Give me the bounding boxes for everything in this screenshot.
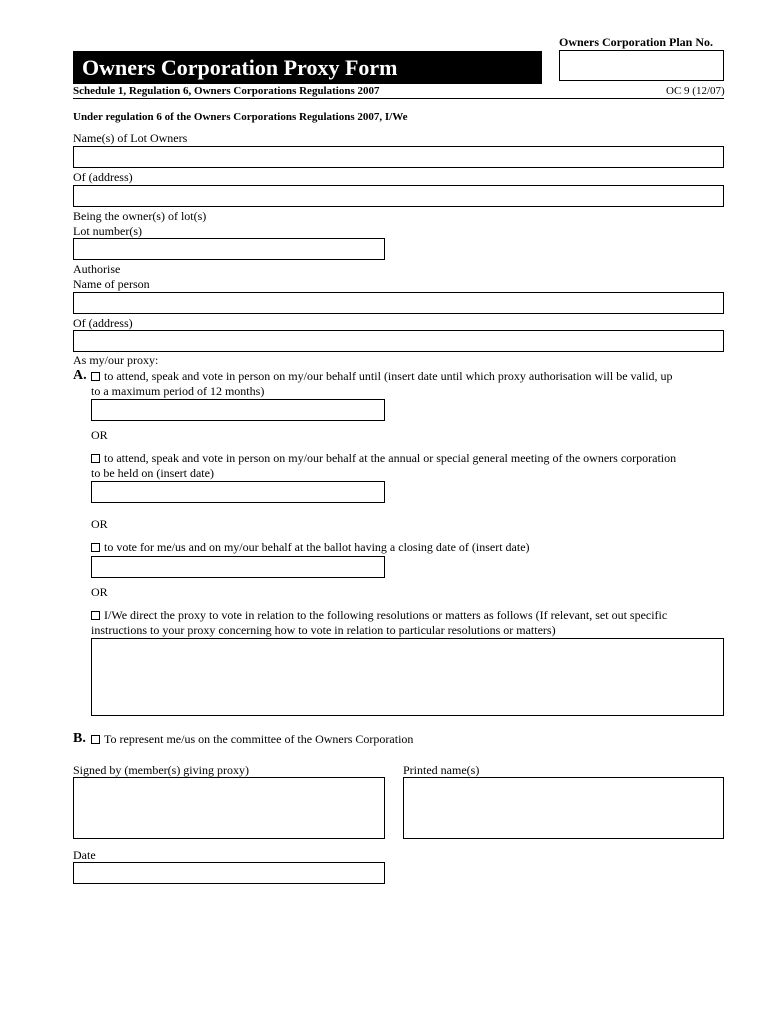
person-name-label: Name of person [73, 277, 150, 291]
or-separator-3: OR [91, 585, 108, 599]
form-title-bar [73, 51, 542, 84]
option-directions-text-line2: instructions to your proxy concerning how to vote in relation to particular resolutions or matters) [91, 623, 556, 637]
person-address-label: Of (address) [73, 316, 133, 330]
lot-owners-field[interactable] [73, 146, 724, 168]
plan-number-label: Owners Corporation Plan No. [559, 35, 713, 49]
until-date-field[interactable] [91, 399, 385, 421]
date-label: Date [73, 848, 96, 862]
meeting-date-field[interactable] [91, 481, 385, 503]
or-separator-1: OR [91, 428, 108, 442]
form-code: OC 9 (12/07) [666, 85, 725, 97]
intro-text: Under regulation 6 of the Owners Corporations Regulations 2007, I/We [73, 111, 408, 123]
form-title: Owners Corporation Proxy Form [82, 55, 398, 80]
date-field[interactable] [73, 862, 385, 884]
directions-field[interactable] [91, 638, 724, 716]
option-until-date-text-line2: to a maximum period of 12 months) [91, 384, 265, 398]
option-committee [91, 732, 731, 747]
option-meeting [91, 451, 731, 481]
lot-numbers-label: Lot number(s) [73, 224, 142, 238]
as-proxy-label: As my/our proxy: [73, 353, 159, 367]
person-address-field[interactable] [73, 330, 724, 352]
option-ballot [91, 540, 731, 555]
section-a-letter: A. [73, 368, 87, 383]
option-ballot-text: to vote for me/us and on my/our behalf at the ballot having a closing date of (insert date) [104, 540, 530, 554]
printed-name-field[interactable] [403, 777, 724, 839]
owner-address-field[interactable] [73, 185, 724, 207]
person-name-field[interactable] [73, 292, 724, 314]
option-until-date [91, 369, 731, 399]
ballot-date-field[interactable] [91, 556, 385, 578]
being-owner-label: Being the owner(s) of lot(s) [73, 209, 207, 223]
option-until-date-checkbox[interactable] [91, 372, 100, 381]
plan-number-field[interactable] [559, 50, 724, 81]
section-b-letter: B. [73, 731, 86, 746]
lot-owners-label: Name(s) of Lot Owners [73, 131, 188, 145]
option-committee-text: To represent me/us on the committee of the Owners Corporation [104, 732, 414, 746]
schedule-reference: Schedule 1, Regulation 6, Owners Corporations Regulations 2007 [73, 85, 380, 97]
or-separator-2: OR [91, 517, 108, 531]
option-directions-text-line1: I/We direct the proxy to vote in relation to the following resolutions or matters as follows (If relevant, set out specific [104, 608, 668, 622]
signature-field[interactable] [73, 777, 385, 839]
option-meeting-text-line2: to be held on (insert date) [91, 466, 214, 480]
header-divider [73, 98, 724, 99]
lot-numbers-field[interactable] [73, 238, 385, 260]
option-meeting-checkbox[interactable] [91, 454, 100, 463]
option-directions [91, 608, 731, 638]
option-meeting-text-line1: to attend, speak and vote in person on my/our behalf at the annual or special general meeting of the owners corporation [104, 451, 677, 465]
option-until-date-text-line1: to attend, speak and vote in person on my/our behalf until (insert date until which proxy authorisation will be valid, up [104, 369, 673, 383]
option-directions-checkbox[interactable] [91, 611, 100, 620]
printed-name-label: Printed name(s) [403, 763, 480, 777]
authorise-label: Authorise [73, 262, 121, 276]
option-committee-checkbox[interactable] [91, 735, 100, 744]
signed-by-label: Signed by (member(s) giving proxy) [73, 763, 249, 777]
owner-address-label: Of (address) [73, 170, 133, 184]
option-ballot-checkbox[interactable] [91, 543, 100, 552]
